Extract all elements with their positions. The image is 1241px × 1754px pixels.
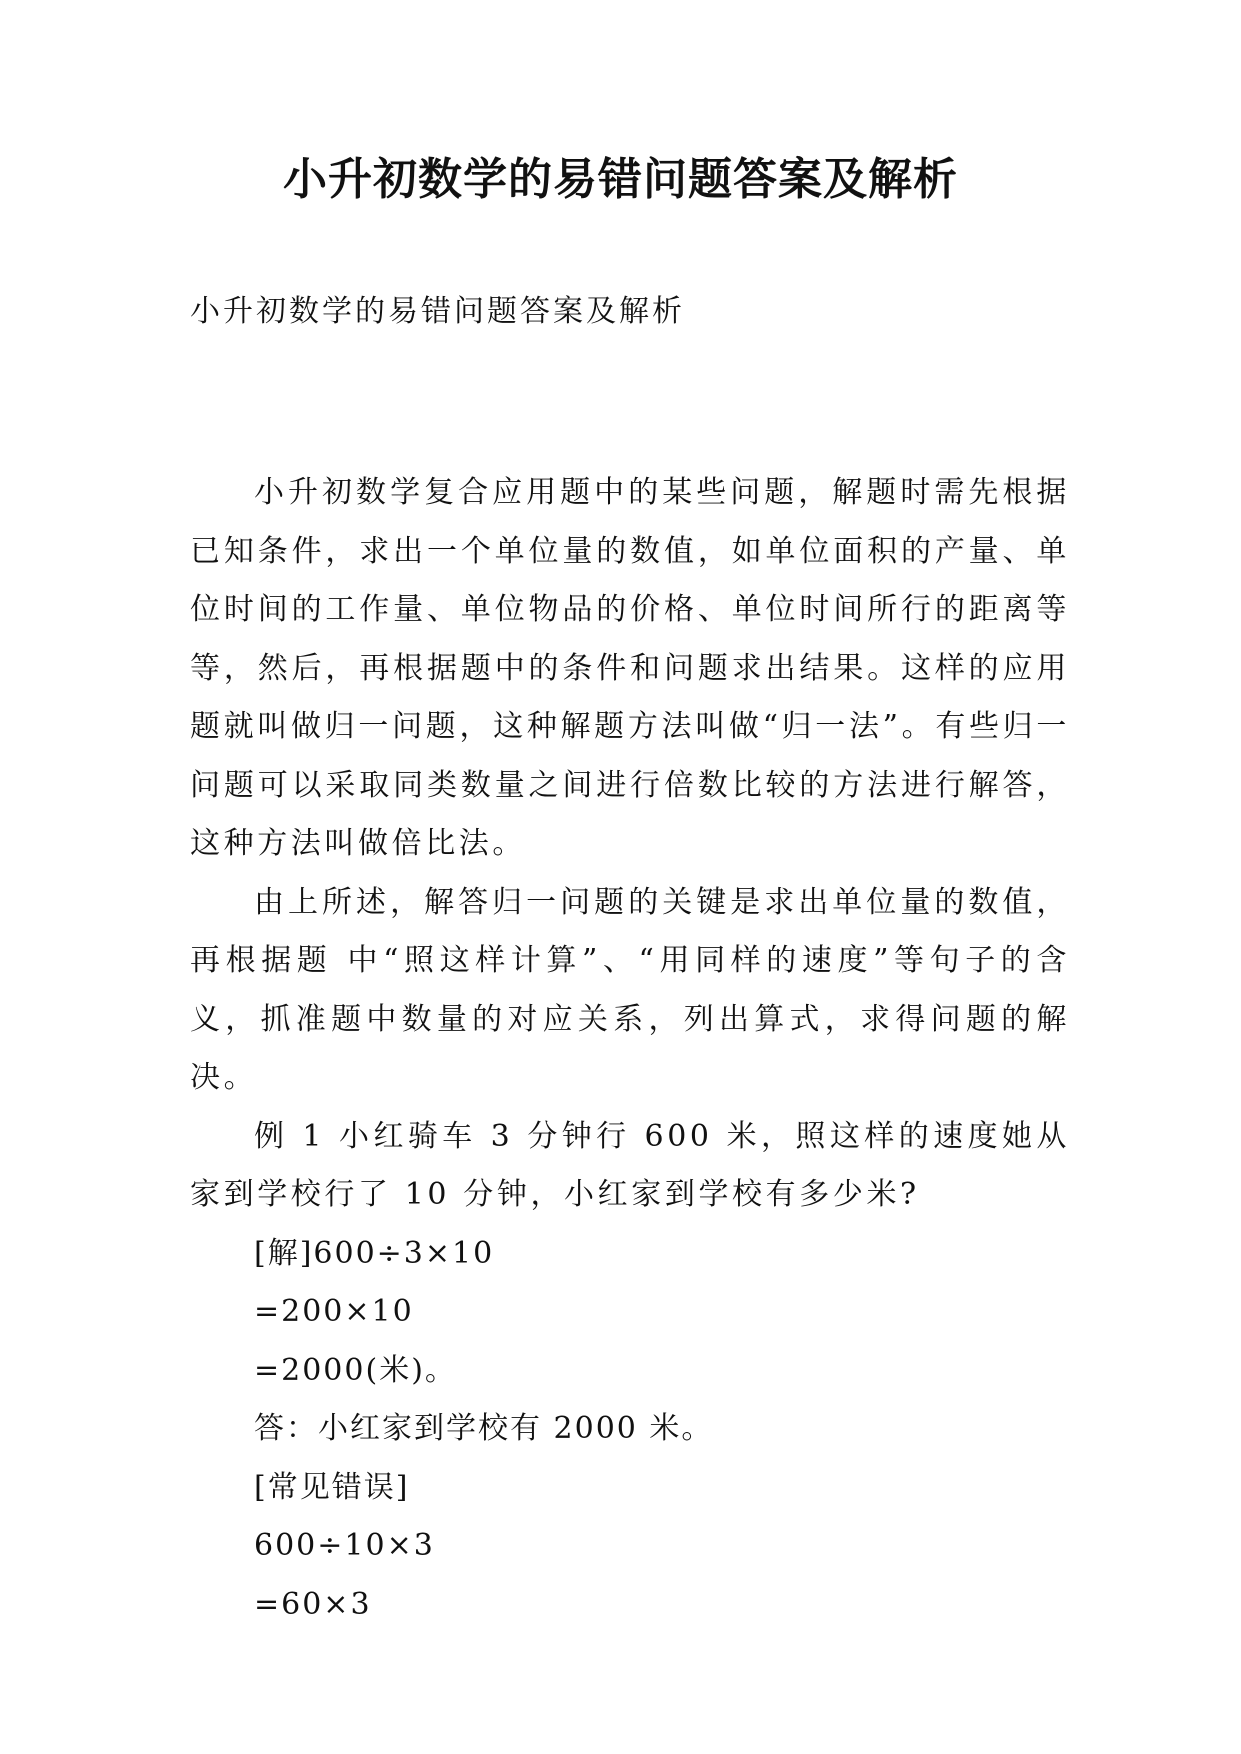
paragraph-example-1: 例 1 小红骑车 3 分钟行 600 米，照这样的速度她从家到学校行了 10 分钟，小红家到学校有多少米? [190, 1118, 1070, 1212]
solution-line: =200×10 [254, 1294, 414, 1329]
document-body [190, 464, 1070, 1634]
solution-line: =2000(米)。 [254, 1352, 457, 1388]
document-title: 小升初数学的易错问题答案及解析 [283, 154, 958, 205]
mistake-line: =60×3 [254, 1586, 372, 1622]
mistake-line: 600÷10×3 [254, 1528, 435, 1563]
answer-line: 答：小红家到学校有 2000 米。 [254, 1411, 714, 1446]
document-subtitle: 小升初数学的易错问题答案及解析 [190, 294, 685, 329]
paragraph-intro: 小升初数学复合应用题中的某些问题，解题时需先根据已知条件，求出一个单位量的数值，如单位面积的产量、单位时间的工作量、单位物品的价格、单位时间所行的距离等等，然后，再根据题中的条件和问题求出结果。这样的应用题就叫做归一问题，这种解题方法叫做“归一法”。有些归一问题可以采取同类数量之间进行倍数比较的方法进行解答，这种方法叫做倍比法。 [190, 475, 1070, 861]
solution-line: [解]600÷3×10 [254, 1235, 495, 1271]
common-mistake-heading: [常见错误] [254, 1469, 410, 1505]
paragraph-key-point: 由上所述，解答归一问题的关键是求出单位量的数值，再根据题 中“照这样计算”、“用同样的速度”等句子的含义，抓准题中数量的对应关系，列出算式，求得问题的解决。 [190, 884, 1070, 1095]
